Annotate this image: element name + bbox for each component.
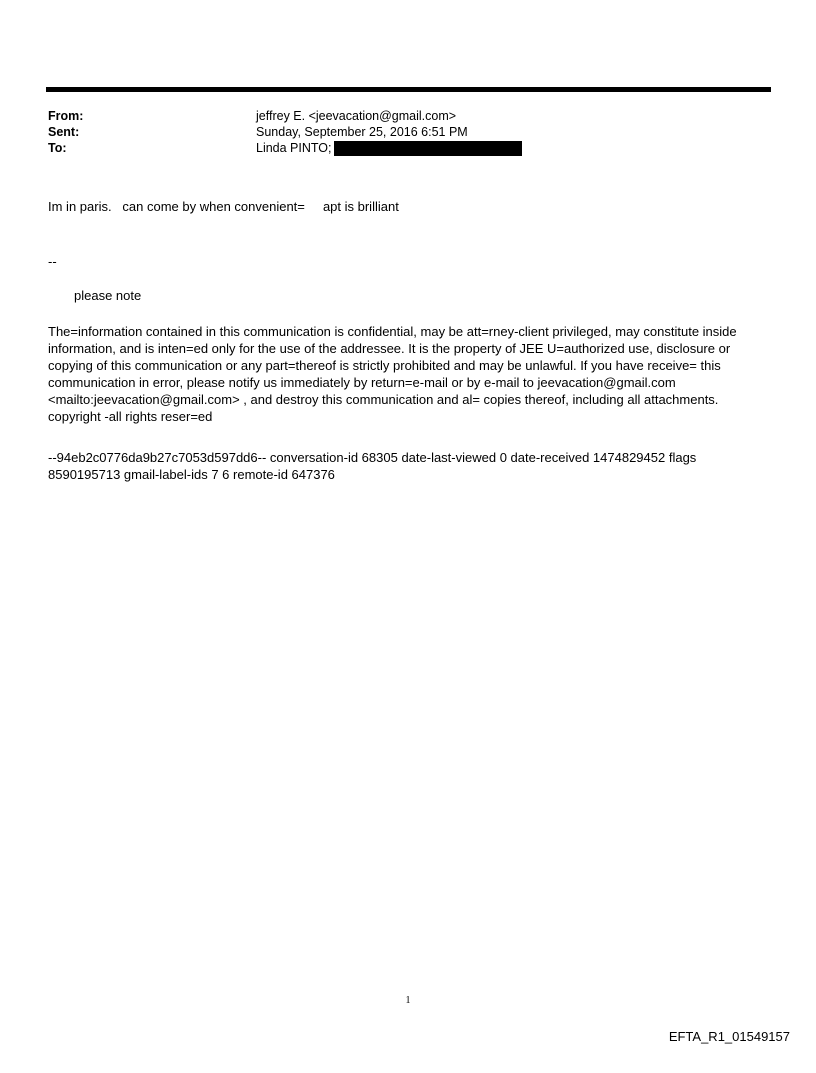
from-row [48, 108, 768, 124]
confidentiality-disclaimer: The=information contained in this communication is confidential, may be att=rney-client privileged, may constitute inside information, and is inten=ed only for the use of the addressee. It is the property of JEE U=authorized use, disclosure or copying of this communication or any part=thereof is strictly prohibited and may be unlawful. If you have receive= this communication in error, please notify us immediately by return=e-mail or by e-mail to jeevacation@gmail.com <mailto:jeevacation@gmail.com> , and destroy this communication and al= copies thereof, including all attachments. copyright -all rights reser=ed [48, 324, 741, 424]
sent-row [48, 124, 768, 140]
sent-value: Sunday, September 25, 2016 6:51 PM [256, 125, 468, 139]
email-header [48, 108, 768, 156]
message-text: Im in paris. can come by when convenient= apt is brilliant [48, 199, 399, 214]
from-label: From: [48, 109, 84, 123]
header-rule [46, 87, 771, 92]
to-value [256, 140, 522, 156]
signature-separator: -- [48, 254, 57, 269]
to-recipient: Linda PINTO; [256, 140, 332, 155]
to-row [48, 140, 768, 156]
to-label: To: [48, 141, 67, 155]
redaction-block [334, 141, 522, 156]
from-value: jeffrey E. <jeevacation@gmail.com> [256, 109, 457, 123]
metadata-trailer: --94eb2c0776da9b27c7053d597dd6-- conversation-id 68305 date-last-viewed 0 date-received 1474829452 flags 8590195713 gmail-label-ids 7 6 remote-id 647376 [48, 450, 700, 482]
page-number: 1 [405, 995, 411, 1006]
sent-label: Sent: [48, 125, 80, 139]
bates-number: EFTA_R1_01549157 [668, 1029, 790, 1044]
please-note-text: please note [74, 288, 142, 303]
